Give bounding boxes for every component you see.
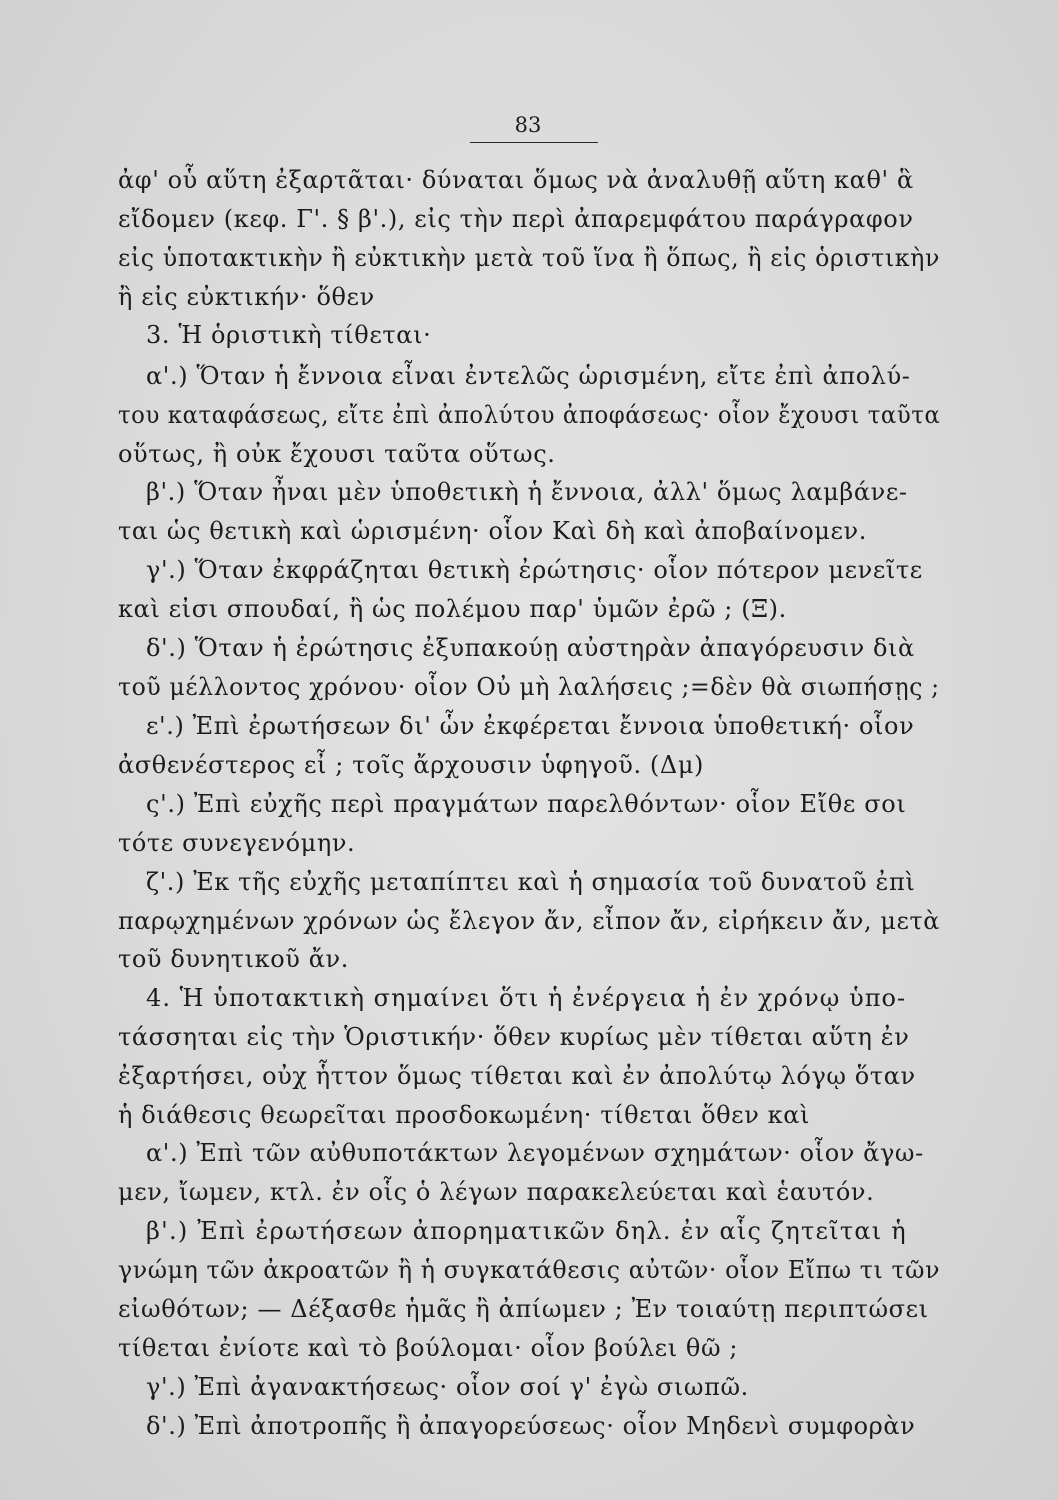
text-line: παρῳχημένων χρόνων ὡς ἔλεγον ἄν, εἶπον ἄν, εἰρήκειν ἄν, μετὰ <box>118 907 941 935</box>
text-line: ἀσθενέστερος εἶ ; τοῖς ἄρχουσιν ὑφηγοῦ. (Δμ) <box>118 751 704 779</box>
text-line: ς'.) Ἐπὶ εὐχῆς περὶ πραγμάτων παρελθόντων· οἷον Εἴθε σοι <box>146 790 907 818</box>
section-heading: 4. Ἡ ὑποτακτικὴ σημαίνει ὅτι ἡ ἐνέργεια ἡ ἐν χρόνῳ ὑπο- <box>146 984 907 1012</box>
text-line: τάσσηται εἰς τὴν Ὁριστικήν· ὅθεν κυρίως μὲν τίθεται αὕτη ἐν <box>118 1023 910 1051</box>
text-line: τοῦ μέλλοντος χρόνου· οἷον Οὐ μὴ λαλήσεις ;=δὲν θὰ σιωπήσῃς ; <box>118 673 940 701</box>
text-line: ται ὡς θετικὴ καὶ ὡρισμένη· οἷον Καὶ δὴ καὶ ἀποβαίνομεν. <box>118 517 867 545</box>
text-line: μεν, ἴωμεν, κτλ. ἐν οἷς ὁ λέγων παρακελεύεται καὶ ἑαυτόν. <box>118 1178 875 1206</box>
header-rule <box>470 142 598 143</box>
text-line: γ'.) Ἐπὶ ἀγανακτήσεως· οἷον σοί γ' ἐγὼ σιωπῶ. <box>146 1373 749 1401</box>
text-line: β'.) Ἐπὶ ἐρωτήσεων ἀπορηματικῶν δηλ. ἐν αἷς ζητεῖται ἡ <box>146 1217 907 1245</box>
section-heading: 3. Ἡ ὁριστικὴ τίθεται· <box>146 321 432 349</box>
text-line: τοῦ δυνητικοῦ ἄν. <box>118 945 349 973</box>
text-line: ε'.) Ἐπὶ ἐρωτήσεων δι' ὧν ἐκφέρεται ἔννοια ὑποθετική· οἷον <box>146 712 915 740</box>
text-line: δ'.) Ἐπὶ ἀποτροπῆς ἢ ἀπαγορεύσεως· οἷον Μηδενὶ συμφορὰν <box>146 1412 916 1440</box>
page-number: 83 <box>514 113 542 137</box>
text-line: γνώμη τῶν ἀκροατῶν ἢ ἡ συγκατάθεσις αὐτῶν· οἷον Εἴπω τι τῶν <box>118 1256 941 1284</box>
text-line: ἢ εἰς εὐκτικήν· ὅθεν <box>118 283 375 311</box>
text-line: α'.) Ὅταν ἡ ἔννοια εἶναι ἐντελῶς ὡρισμένη, εἴτε ἐπὶ ἀπολύ- <box>146 362 911 390</box>
text-line: εἰς ὑποτακτικὴν ἢ εὐκτικὴν μετὰ τοῦ ἵνα ἢ ὅπως, ἢ εἰς ὁριστικὴν <box>118 244 940 272</box>
text-line: α'.) Ἐπὶ τῶν αὐθυποτάκτων λεγομένων σχημάτων· οἷον ἄγω- <box>146 1139 924 1167</box>
text-line: ἡ διάθεσις θεωρεῖται προσδοκωμένη· τίθεται ὅθεν καὶ <box>118 1101 811 1129</box>
text-line: του καταφάσεως, εἴτε ἐπὶ ἀπολύτου ἀποφάσεως· οἷον ἔχουσι ταῦτα <box>118 401 941 429</box>
text-line: ἀφ' οὗ αὕτη ἐξαρτᾶται· δύναται ὅμως νὰ ἀναλυθῇ αὕτη καθ' ἃ <box>118 166 914 194</box>
text-line: δ'.) Ὅταν ἡ ἐρώτησις ἐξυπακούῃ αὐστηρὰν ἀπαγόρευσιν διὰ <box>146 634 915 662</box>
text-line: οὕτως, ἢ οὐκ ἔχουσι ταῦτα οὕτως. <box>118 440 556 468</box>
text-line: καὶ εἰσι σπουδαί, ἢ ὡς πολέμου παρ' ὑμῶν ἐρῶ ; (Ξ). <box>118 595 787 623</box>
text-line: τότε συνεγενόμην. <box>118 829 356 857</box>
text-line: εἴδομεν (κεφ. Γ'. § β'.), εἰς τὴν περὶ ἀπαρεμφάτου παράγραφον <box>118 205 914 233</box>
text-line: εἰωθότων; — Δέξασθε ἡμᾶς ἢ ἀπίωμεν ; Ἐν τοιαύτῃ περιπτώσει <box>118 1295 929 1323</box>
text-line: ζ'.) Ἐκ τῆς εὐχῆς μεταπίπτει καὶ ἡ σημασία τοῦ δυνατοῦ ἐπὶ <box>146 868 916 896</box>
text-line: ἐξαρτήσει, οὐχ ἧττον ὅμως τίθεται καὶ ἐν ἀπολύτῳ λόγῳ ὅταν <box>118 1062 916 1090</box>
text-line: γ'.) Ὅταν ἐκφράζηται θετικὴ ἐρώτησις· οἷον πότερον μενεῖτε <box>146 556 923 584</box>
text-line: β'.) Ὅταν ἦναι μὲν ὑποθετικὴ ἡ ἔννοια, ἀλλ' ὅμως λαμβάνε- <box>146 478 908 506</box>
text-line: τίθεται ἐνίοτε καὶ τὸ βούλομαι· οἷον βούλει θῶ ; <box>118 1334 739 1362</box>
